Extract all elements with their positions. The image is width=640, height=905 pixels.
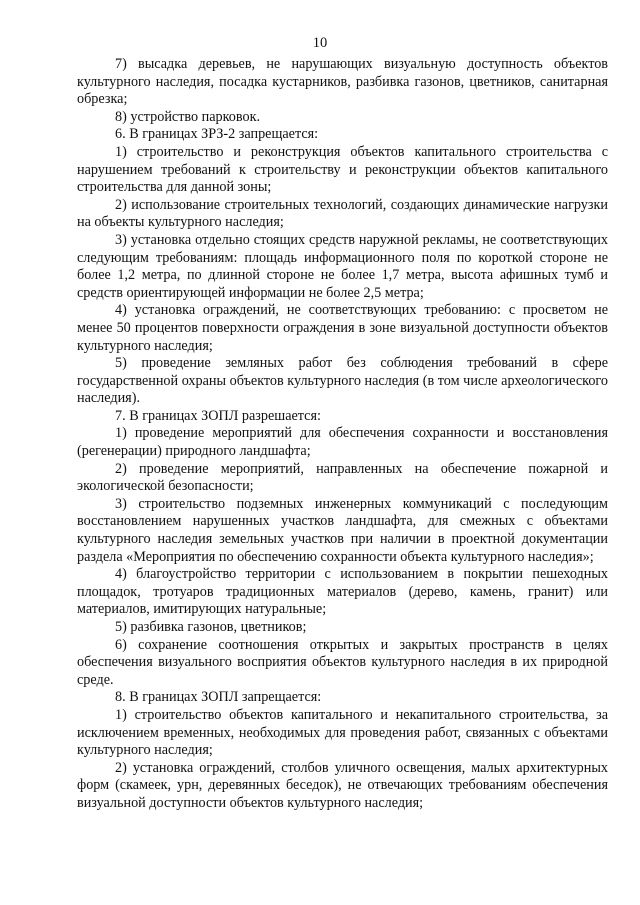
paragraph-zopl-allowed-3: 3) строительство подземных инженерных коммуникаций с последующим восстановлением нарушенных участков ландшафта, для смежных с объектами культурного наследия земельных участков при наличии в проектной документации раздела «Мероприятия по обеспечению сохранности объекта культурного наследия»; [77, 495, 608, 565]
paragraph-zopl-forbidden-2: 2) установка ограждений, столбов уличного освещения, малых архитектурных форм (скамеек, урн, деревянных беседок), не отвечающих требованиям обеспечения визуальной доступности объектов культурного наследия; [77, 759, 608, 811]
paragraph-zrz2-1: 1) строительство и реконструкция объектов капитального строительства с нарушением требований к строительству и реконструкции объектов капитального строительства для данной зоны; [77, 143, 608, 196]
section-6-heading: 6. В границах ЗРЗ-2 запрещается: [115, 126, 319, 143]
paragraph-zopl-allowed-1: 1) проведение мероприятий для обеспечения сохранности и восстановления (регенерации) природного ландшафта; [77, 425, 608, 460]
paragraph-zrz2-5: 5) проведение земляных работ без соблюдения требований в сфере государственной охраны объектов культурного наследия (в том числе археологического наследия). [77, 355, 608, 407]
document-body [77, 56, 608, 813]
section-7-heading: 7. В границах ЗОПЛ разрешается: [115, 407, 321, 424]
section-8-heading: 8. В границах ЗОПЛ запрещается: [115, 689, 322, 706]
paragraph-zopl-allowed-5: 5) разбивка газонов, цветников; [115, 619, 307, 635]
page-number: 10 [312, 35, 328, 51]
paragraph-zopl-allowed-4: 4) благоустройство территории с использованием в покрытии пешеходных площадок, тротуаров традиционных материалов (дерево, камень, гранит) или материалов, имитирующих натуральные; [77, 566, 608, 618]
paragraph-zopl-allowed-6: 6) сохранение соотношения открытых и закрытых пространств в целях обеспечения визуального восприятия объектов культурного наследия в их природной среде. [77, 636, 608, 688]
paragraph-8-parking: 8) устройство парковок. [115, 108, 261, 125]
paragraph-zopl-allowed-2: 2) проведение мероприятий, направленных на обеспечение пожарной и экологической безопасности; [77, 460, 608, 495]
paragraph-zrz2-2: 2) использование строительных технологий, создающих динамические нагрузки на объекты культурного наследия; [77, 196, 608, 231]
paragraph-7-tree-planting: 7) высадка деревьев, не нарушающих визуальную доступность объектов культурного наследия, посадка кустарников, разбивка газонов, цветников, санитарная обрезка; [77, 56, 608, 108]
paragraph-zopl-forbidden-1: 1) строительство объектов капитального и некапитального строительства, за исключением временных, необходимых для проведения работ, связанных с объектами культурного наследия; [77, 706, 608, 759]
paragraph-zrz2-3: 3) установка отдельно стоящих средств наружной рекламы, не соответствующих следующим требованиям: площадь информационного поля по короткой стороне не более 1,2 метра, по длинной стороне не более 1,7 метра, высота афишных тумб и средств ориентирующей информации не более 2,5 метра; [77, 231, 608, 301]
paragraph-zrz2-4: 4) установка ограждений, не соответствующих требованию: с просветом не менее 50 процентов поверхности ограждения в зоне визуальной доступности объектов культурного наследия; [77, 302, 608, 354]
